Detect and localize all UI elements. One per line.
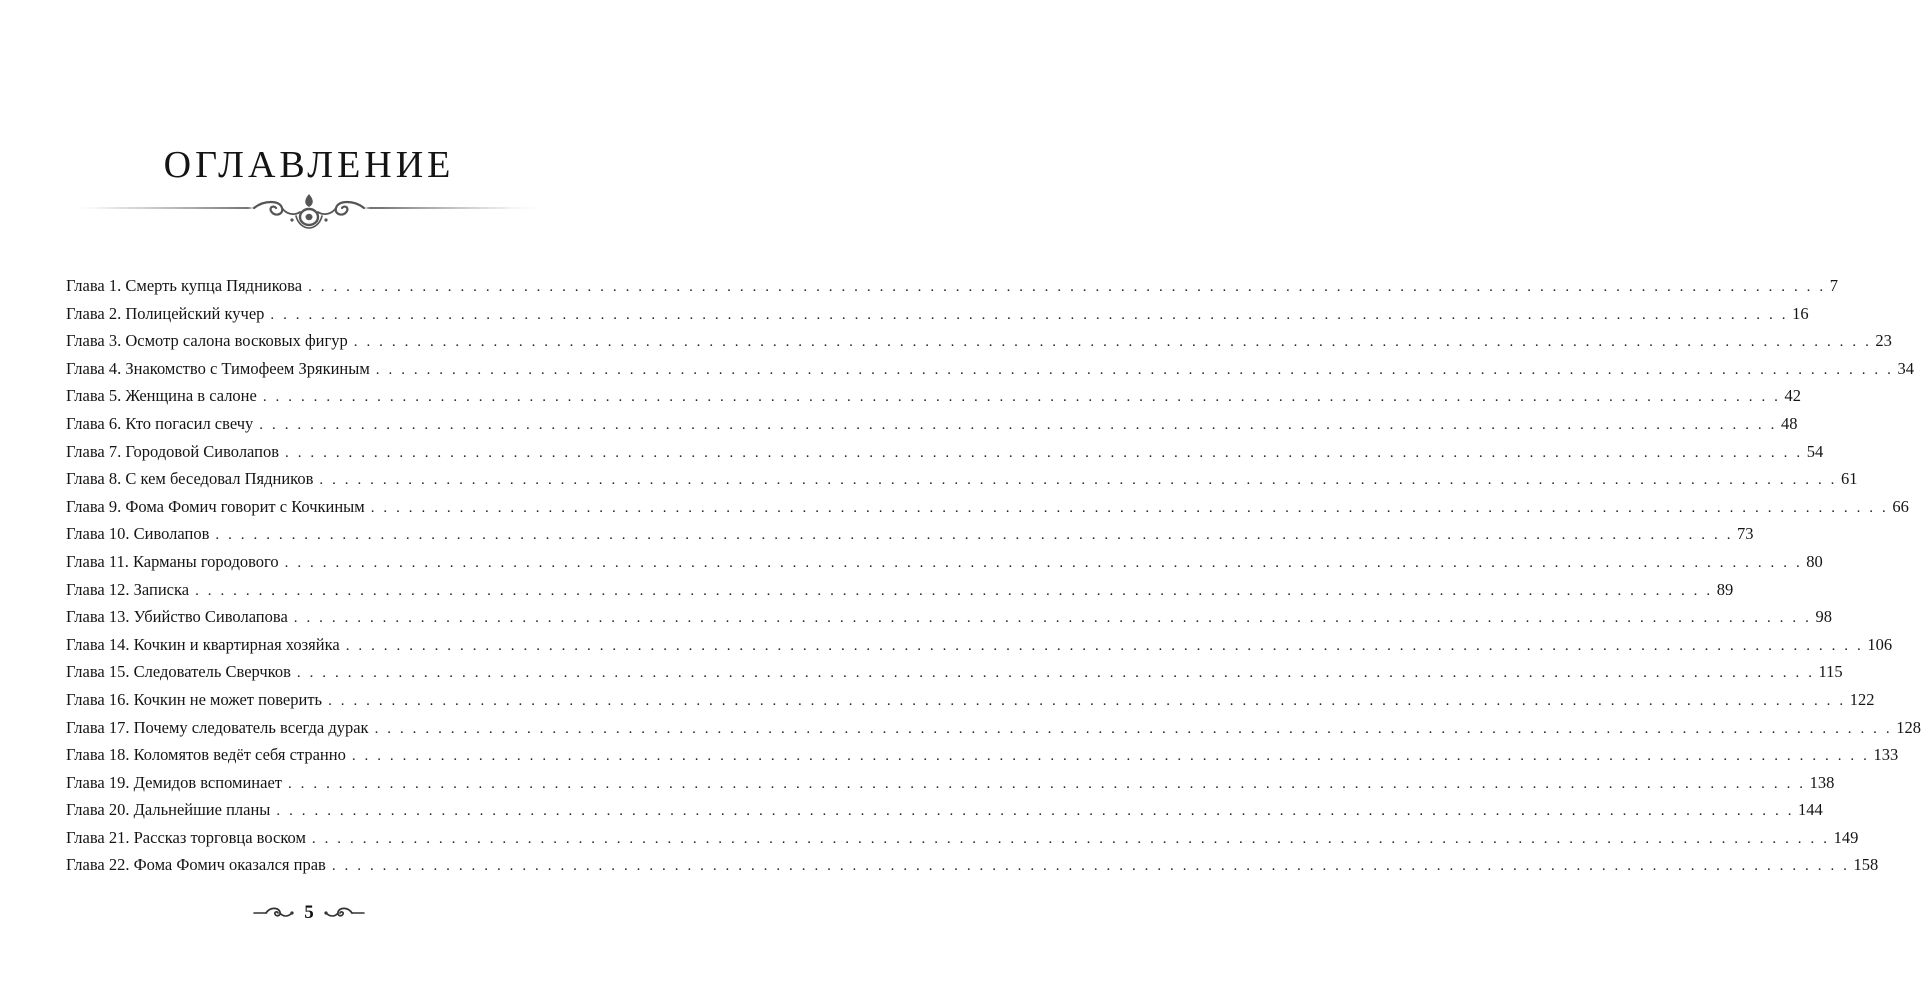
- toc-entry: [66, 303, 1809, 332]
- toc-entry: [66, 827, 1859, 856]
- toc-entry-title: Глава 7. Городовой Сиволапов: [66, 441, 280, 461]
- toc-entry-page: 133: [1873, 745, 1899, 765]
- toc-entry-page: 80: [1806, 551, 1823, 571]
- toc-entry-page: 122: [1849, 689, 1875, 709]
- toc-entry-page: 128: [1896, 717, 1921, 737]
- toc-entry: [66, 551, 1823, 580]
- toc-entry-page: 158: [1853, 855, 1879, 875]
- toc-entry: [66, 717, 1921, 746]
- right-scroll-flourish-icon: [324, 906, 366, 920]
- toc-entry: [66, 579, 1734, 608]
- dot-leader: . . . . . . . . . . . . . . . . . . . . . . . . . . . . . . . . . . . . . . . . . . . . . . . . . . . . . . . . . . . . . . . . . . . . . . . . . . . . . . . . . . . . . . . . . . . . . . . . . . . . . . . . . . . . . . . . . . . . . . . .: [345, 637, 1864, 654]
- flourish-divider-icon: [68, 190, 550, 234]
- toc-entry: [66, 524, 1754, 552]
- toc-entry-title: Глава 6. Кто погасил свечу: [66, 413, 254, 433]
- toc-entry-title: Глава 13. Убийство Сиволапова: [66, 607, 288, 627]
- toc-entry-title: Глава 12. Записка: [66, 579, 190, 599]
- toc-entry-page: 106: [1867, 634, 1893, 654]
- toc-entry-page: 42: [1784, 386, 1801, 406]
- toc-entry: [66, 800, 1823, 828]
- dot-leader: . . . . . . . . . . . . . . . . . . . . . . . . . . . . . . . . . . . . . . . . . . . . . . . . . . . . . . . . . . . . . . . . . . . . . . . . . . . . . . . . . . . . . . . . . . . . . . . . . . . . . . . . . . . . . . . . . . . . . . . .: [311, 830, 1830, 847]
- toc-entry-page: 89: [1716, 579, 1734, 599]
- toc-entry: [66, 413, 1798, 442]
- toc-entry: [66, 745, 1899, 773]
- dot-leader: . . . . . . . . . . . . . . . . . . . . . . . . . . . . . . . . . . . . . . . . . . . . . . . . . . . . . . . . . . . . . . . . . . . . . . . . . . . . . . . . . . . . . . . . . . . . . . . . . . . . . . . . . . . . . . . . . . . . . . . .: [287, 775, 1806, 792]
- toc-entry: [66, 441, 1824, 470]
- dot-leader: . . . . . . . . . . . . . . . . . . . . . . . . . . . . . . . . . . . . . . . . . . . . . . . . . . . . . . . . . . . . . . . . . . . . . . . . . . . . . . . . . . . . . . . . . . . . . . . . . . . . . . . . . . . . . . . . . . . . . . . .: [215, 527, 1734, 544]
- toc-entry-title: Глава 16. Кочкин не может поверить: [66, 689, 323, 709]
- toc-entry-title: Глава 1. Смерть купца Пядникова: [66, 276, 303, 295]
- toc-entry-title: Глава 5. Женщина в салоне: [66, 386, 257, 406]
- table-of-contents: [66, 276, 1921, 883]
- toc-entry-page: 149: [1833, 827, 1859, 847]
- dot-leader: . . . . . . . . . . . . . . . . . . . . . . . . . . . . . . . . . . . . . . . . . . . . . . . . . . . . . . . . . . . . . . . . . . . . . . . . . . . . . . . . . . . . . . . . . . . . . . . . . . . . . . . . . . . . . . . . . . . . . . . .: [262, 389, 1781, 406]
- dot-leader: . . . . . . . . . . . . . . . . . . . . . . . . . . . . . . . . . . . . . . . . . . . . . . . . . . . . . . . . . . . . . . . . . . . . . . . . . . . . . . . . . . . . . . . . . . . . . . . . . . . . . . . . . . . . . . . . . . . . . . . .: [284, 554, 1803, 571]
- toc-entry-title: Глава 18. Коломятов ведёт себя странно: [66, 745, 346, 765]
- toc-entry-page: 66: [1892, 496, 1909, 516]
- page-number: 5: [304, 902, 314, 923]
- dot-leader: . . . . . . . . . . . . . . . . . . . . . . . . . . . . . . . . . . . . . . . . . . . . . . . . . . . . . . . . . . . . . . . . . . . . . . . . . . . . . . . . . . . . . . . . . . . . . . . . . . . . . . . . . . . . . . . . . . . . . . . .: [374, 720, 1893, 737]
- toc-entry-page: 61: [1841, 469, 1858, 489]
- toc-entry-page: 23: [1875, 331, 1892, 351]
- toc-entry-page: 73: [1737, 524, 1754, 544]
- toc-entry-page: 48: [1780, 413, 1798, 433]
- dot-leader: . . . . . . . . . . . . . . . . . . . . . . . . . . . . . . . . . . . . . . . . . . . . . . . . . . . . . . . . . . . . . . . . . . . . . . . . . . . . . . . . . . . . . . . . . . . . . . . . . . . . . . . . . . . . . . . . . . . . . . . .: [331, 858, 1850, 875]
- toc-entry-title: Глава 3. Осмотр салона восковых фигур: [66, 331, 348, 351]
- toc-entry: [66, 662, 1843, 690]
- toc-entry-page: 144: [1798, 800, 1823, 820]
- dot-leader: . . . . . . . . . . . . . . . . . . . . . . . . . . . . . . . . . . . . . . . . . . . . . . . . . . . . . . . . . . . . . . . . . . . . . . . . . . . . . . . . . . . . . . . . . . . . . . . . . . . . . . . . . . . . . . . . . . . . . . . .: [308, 279, 1826, 295]
- toc-entry-title: Глава 14. Кочкин и квартирная хозяйка: [66, 634, 340, 654]
- toc-entry: [66, 689, 1875, 718]
- dot-leader: . . . . . . . . . . . . . . . . . . . . . . . . . . . . . . . . . . . . . . . . . . . . . . . . . . . . . . . . . . . . . . . . . . . . . . . . . . . . . . . . . . . . . . . . . . . . . . . . . . . . . . . . . . . . . . . . . . . . . . . .: [293, 610, 1812, 627]
- dot-leader: . . . . . . . . . . . . . . . . . . . . . . . . . . . . . . . . . . . . . . . . . . . . . . . . . . . . . . . . . . . . . . . . . . . . . . . . . . . . . . . . . . . . . . . . . . . . . . . . . . . . . . . . . . . . . . . . . . . . . . . .: [319, 472, 1838, 489]
- dot-leader: . . . . . . . . . . . . . . . . . . . . . . . . . . . . . . . . . . . . . . . . . . . . . . . . . . . . . . . . . . . . . . . . . . . . . . . . . . . . . . . . . . . . . . . . . . . . . . . . . . . . . . . . . . . . . . . . . . . . . . . .: [285, 444, 1803, 461]
- toc-entry-title: Глава 22. Фома Фомич оказался прав: [66, 855, 326, 875]
- toc-entry: [66, 358, 1914, 387]
- dot-leader: . . . . . . . . . . . . . . . . . . . . . . . . . . . . . . . . . . . . . . . . . . . . . . . . . . . . . . . . . . . . . . . . . . . . . . . . . . . . . . . . . . . . . . . . . . . . . . . . . . . . . . . . . . . . . . . . . . . . . . . .: [375, 361, 1894, 378]
- dot-leader: . . . . . . . . . . . . . . . . . . . . . . . . . . . . . . . . . . . . . . . . . . . . . . . . . . . . . . . . . . . . . . . . . . . . . . . . . . . . . . . . . . . . . . . . . . . . . . . . . . . . . . . . . . . . . . . . . . . . . . . .: [370, 499, 1889, 516]
- dot-leader: . . . . . . . . . . . . . . . . . . . . . . . . . . . . . . . . . . . . . . . . . . . . . . . . . . . . . . . . . . . . . . . . . . . . . . . . . . . . . . . . . . . . . . . . . . . . . . . . . . . . . . . . . . . . . . . . . . . . . . . .: [276, 803, 1795, 820]
- toc-entry-title: Глава 20. Дальнейшие планы: [66, 800, 271, 820]
- toc-entry: [66, 469, 1858, 497]
- toc-entry: [66, 331, 1892, 359]
- toc-entry-page: 115: [1818, 662, 1843, 682]
- dot-leader: . . . . . . . . . . . . . . . . . . . . . . . . . . . . . . . . . . . . . . . . . . . . . . . . . . . . . . . . . . . . . . . . . . . . . . . . . . . . . . . . . . . . . . . . . . . . . . . . . . . . . . . . . . . . . . . . . . . . . . . .: [259, 416, 1777, 433]
- toc-entry-page: 7: [1829, 276, 1838, 295]
- toc-entry-page: 138: [1809, 772, 1835, 792]
- toc-entry: [66, 607, 1832, 635]
- toc-entry: [66, 772, 1835, 801]
- dot-leader: . . . . . . . . . . . . . . . . . . . . . . . . . . . . . . . . . . . . . . . . . . . . . . . . . . . . . . . . . . . . . . . . . . . . . . . . . . . . . . . . . . . . . . . . . . . . . . . . . . . . . . . . . . . . . . . . . . . . . . . .: [351, 748, 1870, 765]
- toc-entry-title: Глава 11. Карманы городового: [66, 551, 279, 571]
- dot-leader: . . . . . . . . . . . . . . . . . . . . . . . . . . . . . . . . . . . . . . . . . . . . . . . . . . . . . . . . . . . . . . . . . . . . . . . . . . . . . . . . . . . . . . . . . . . . . . . . . . . . . . . . . . . . . . . . . . . . . . . .: [296, 665, 1815, 682]
- dot-leader: . . . . . . . . . . . . . . . . . . . . . . . . . . . . . . . . . . . . . . . . . . . . . . . . . . . . . . . . . . . . . . . . . . . . . . . . . . . . . . . . . . . . . . . . . . . . . . . . . . . . . . . . . . . . . . . . . . . . . . . .: [195, 582, 1713, 599]
- toc-entry: [66, 276, 1838, 304]
- dot-leader: . . . . . . . . . . . . . . . . . . . . . . . . . . . . . . . . . . . . . . . . . . . . . . . . . . . . . . . . . . . . . . . . . . . . . . . . . . . . . . . . . . . . . . . . . . . . . . . . . . . . . . . . . . . . . . . . . . . . . . . .: [353, 334, 1872, 351]
- toc-entry-title: Глава 15. Следователь Сверчков: [66, 662, 291, 682]
- left-scroll-flourish-icon: [252, 906, 294, 920]
- toc-entry-title: Глава 10. Сиволапов: [66, 524, 210, 544]
- toc-entry-title: Глава 4. Знакомство с Тимофеем Зрякиным: [66, 358, 370, 378]
- page-title: ОГЛАВЛЕНИЕ: [163, 144, 455, 187]
- toc-entry: [66, 634, 1893, 663]
- dot-leader: . . . . . . . . . . . . . . . . . . . . . . . . . . . . . . . . . . . . . . . . . . . . . . . . . . . . . . . . . . . . . . . . . . . . . . . . . . . . . . . . . . . . . . . . . . . . . . . . . . . . . . . . . . . . . . . . . . . . . . . .: [328, 692, 1846, 709]
- toc-entry-page: 34: [1897, 358, 1914, 378]
- toc-entry-page: 54: [1806, 441, 1824, 461]
- page-footer: [0, 895, 618, 931]
- toc-entry-page: 16: [1792, 303, 1809, 323]
- toc-entry: [66, 855, 1879, 883]
- toc-entry-title: Глава 2. Полицейский кучер: [66, 303, 265, 323]
- toc-entry: [66, 386, 1801, 414]
- toc-entry-title: Глава 8. С кем беседовал Пядников: [66, 469, 314, 489]
- toc-entry-title: Глава 17. Почему следователь всегда дурак: [66, 717, 369, 737]
- toc-entry-title: Глава 21. Рассказ торговца воском: [66, 827, 306, 847]
- toc-entry-title: Глава 9. Фома Фомич говорит с Кочкиным: [66, 496, 365, 516]
- toc-entry-title: Глава 19. Демидов вспоминает: [66, 772, 282, 792]
- dot-leader: . . . . . . . . . . . . . . . . . . . . . . . . . . . . . . . . . . . . . . . . . . . . . . . . . . . . . . . . . . . . . . . . . . . . . . . . . . . . . . . . . . . . . . . . . . . . . . . . . . . . . . . . . . . . . . . . . . . . . . . .: [270, 306, 1789, 323]
- toc-entry-page: 98: [1815, 607, 1832, 627]
- toc-entry: [66, 496, 1909, 525]
